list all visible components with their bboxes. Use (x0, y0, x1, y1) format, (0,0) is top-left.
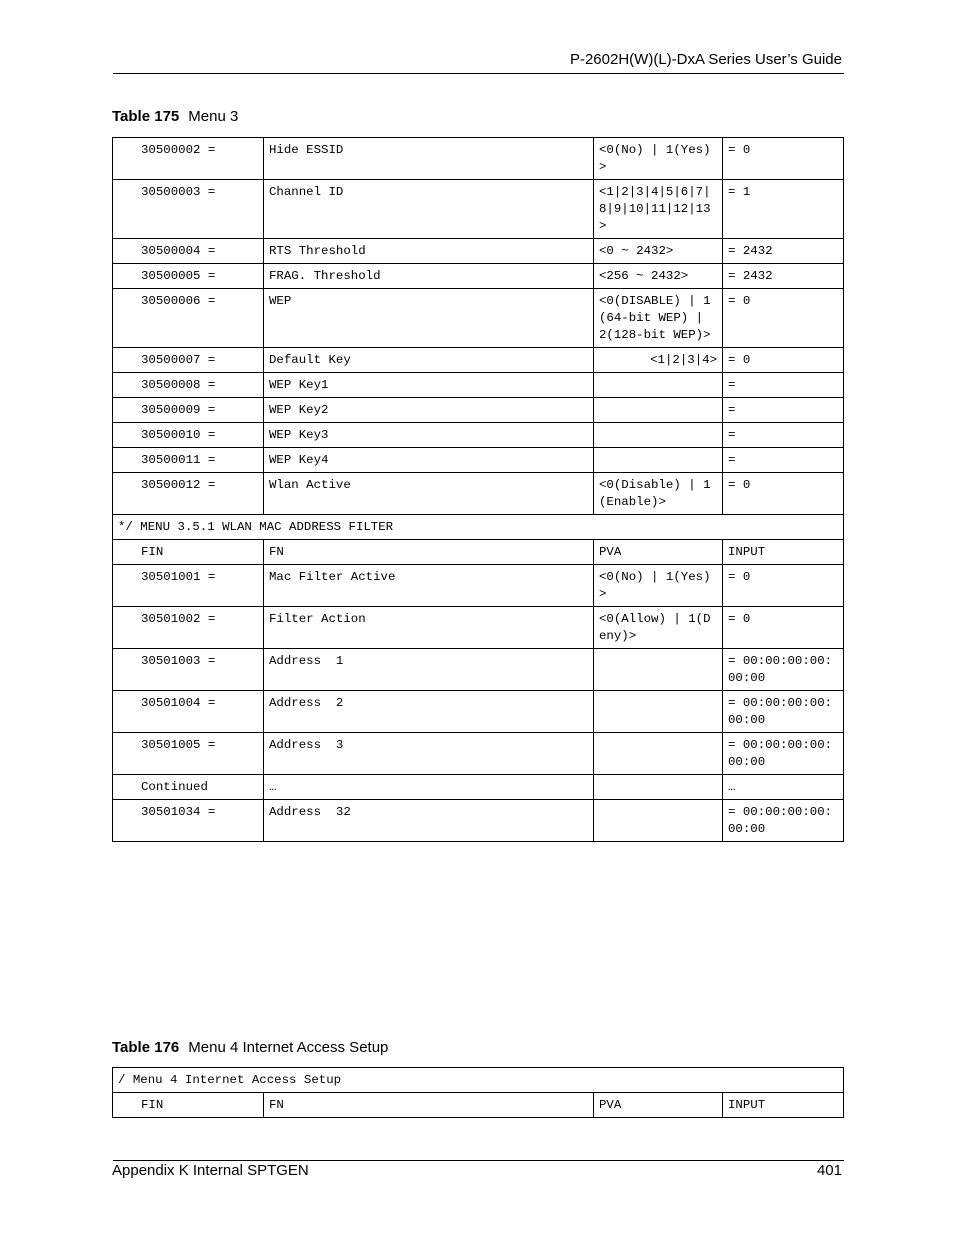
cell-input: = 00:00:00:00:00:00 (723, 733, 844, 775)
table-row (113, 473, 844, 515)
cell-fn: Channel ID (264, 180, 594, 239)
col-header-input: INPUT (723, 1093, 844, 1118)
cell-pva: <1|2|3|4> (594, 348, 723, 373)
table-row (113, 733, 844, 775)
section-title: / Menu 4 Internet Access Setup (113, 1068, 844, 1093)
cell-fn: Address 2 (264, 691, 594, 733)
cell-fin: 30500010 = (113, 423, 264, 448)
cell-fn: Filter Action (264, 607, 594, 649)
table-row (113, 289, 844, 348)
table-176 (112, 1067, 844, 1118)
cell-pva: <0(Disable) | 1(Enable)> (594, 473, 723, 515)
cell-fn: Address 32 (264, 800, 594, 842)
footer-rule (113, 1160, 844, 1161)
cell-input: = (723, 423, 844, 448)
cell-fn: Wlan Active (264, 473, 594, 515)
table-row (113, 448, 844, 473)
table-row (113, 264, 844, 289)
cell-fin: 30500004 = (113, 239, 264, 264)
table-row (113, 348, 844, 373)
cell-fin: Continued (113, 775, 264, 800)
section-row (113, 1068, 844, 1093)
cell-input: = 2432 (723, 239, 844, 264)
cell-pva: <0(Allow) | 1(Deny)> (594, 607, 723, 649)
cell-input: … (723, 775, 844, 800)
cell-input: = 0 (723, 138, 844, 180)
cell-input: = 0 (723, 473, 844, 515)
footer-section-title: Appendix K Internal SPTGEN (112, 1162, 309, 1179)
table-175 (112, 137, 844, 842)
cell-pva: <0(DISABLE) | 1(64-bit WEP) | 2(128-bit WEP)> (594, 289, 723, 348)
table-row (113, 775, 844, 800)
cell-fin: 30501004 = (113, 691, 264, 733)
table-row (113, 565, 844, 607)
cell-fn: WEP (264, 289, 594, 348)
cell-input: = (723, 373, 844, 398)
cell-fn: RTS Threshold (264, 239, 594, 264)
cell-input: = (723, 398, 844, 423)
cell-fn: Address 3 (264, 733, 594, 775)
cell-fn: Address 1 (264, 649, 594, 691)
cell-fin: 30501003 = (113, 649, 264, 691)
table-row (113, 800, 844, 842)
cell-fn: Mac Filter Active (264, 565, 594, 607)
cell-fn: WEP Key2 (264, 398, 594, 423)
table-175-title: Menu 3 (188, 108, 239, 125)
header-rule (113, 73, 844, 74)
cell-fin: 30501034 = (113, 800, 264, 842)
table-row (113, 691, 844, 733)
cell-fin: 30500005 = (113, 264, 264, 289)
table-176-label: Table 176 (112, 1039, 180, 1056)
cell-pva (594, 398, 723, 423)
cell-fin: 30500006 = (113, 289, 264, 348)
cell-pva (594, 423, 723, 448)
col-header-fn: FN (264, 540, 594, 565)
cell-pva (594, 800, 723, 842)
table-row (113, 649, 844, 691)
table-175-label: Table 175 (112, 108, 180, 125)
cell-input: = 0 (723, 565, 844, 607)
cell-pva: <0(No) | 1(Yes)> (594, 138, 723, 180)
table-row (113, 138, 844, 180)
section-row (113, 515, 844, 540)
cell-input: = 00:00:00:00:00:00 (723, 800, 844, 842)
col-header-input: INPUT (723, 540, 844, 565)
col-header-fn: FN (264, 1093, 594, 1118)
cell-pva: <256 ~ 2432> (594, 264, 723, 289)
cell-input: = 00:00:00:00:00:00 (723, 691, 844, 733)
cell-pva (594, 373, 723, 398)
cell-fn: WEP Key1 (264, 373, 594, 398)
cell-input: = 0 (723, 348, 844, 373)
cell-fn: Default Key (264, 348, 594, 373)
cell-input: = 1 (723, 180, 844, 239)
cell-fin: 30500003 = (113, 180, 264, 239)
cell-pva: <0(No) | 1(Yes)> (594, 565, 723, 607)
table-row (113, 398, 844, 423)
section-title: */ MENU 3.5.1 WLAN MAC ADDRESS FILTER (113, 515, 844, 540)
cell-fin: 30501005 = (113, 733, 264, 775)
cell-input: = 0 (723, 289, 844, 348)
cell-fin: 30500011 = (113, 448, 264, 473)
col-header-fin: FIN (113, 540, 264, 565)
cell-pva (594, 775, 723, 800)
cell-input: = 00:00:00:00:00:00 (723, 649, 844, 691)
col-header-pva: PVA (594, 1093, 723, 1118)
cell-input: = 0 (723, 607, 844, 649)
page-header-title: P-2602H(W)(L)-DxA Series User’s Guide (569, 51, 842, 68)
table-row (113, 373, 844, 398)
col-header-pva: PVA (594, 540, 723, 565)
table-176-title: Menu 4 Internet Access Setup (188, 1039, 389, 1056)
cell-fn: Hide ESSID (264, 138, 594, 180)
page-number: 401 (816, 1162, 842, 1179)
cell-pva (594, 448, 723, 473)
cell-pva: <1|2|3|4|5|6|7|8|9|10|11|12|13> (594, 180, 723, 239)
cell-fin: 30500012 = (113, 473, 264, 515)
cell-fn: FRAG. Threshold (264, 264, 594, 289)
cell-fn: WEP Key4 (264, 448, 594, 473)
table-row (113, 423, 844, 448)
cell-fin: 30501002 = (113, 607, 264, 649)
cell-fin: 30500007 = (113, 348, 264, 373)
table-176-caption (112, 1039, 388, 1056)
cell-input: = (723, 448, 844, 473)
table-row (113, 607, 844, 649)
cell-fin: 30500009 = (113, 398, 264, 423)
cell-fin: 30500002 = (113, 138, 264, 180)
cell-fin: 30500008 = (113, 373, 264, 398)
cell-fn: … (264, 775, 594, 800)
table-row (113, 239, 844, 264)
table-175-caption (112, 108, 238, 125)
cell-pva (594, 691, 723, 733)
cell-pva (594, 649, 723, 691)
table-row (113, 180, 844, 239)
col-header-fin: FIN (113, 1093, 264, 1118)
column-header-row (113, 540, 844, 565)
column-header-row (113, 1093, 844, 1118)
cell-pva (594, 733, 723, 775)
cell-fin: 30501001 = (113, 565, 264, 607)
cell-fn: WEP Key3 (264, 423, 594, 448)
cell-pva: <0 ~ 2432> (594, 239, 723, 264)
cell-input: = 2432 (723, 264, 844, 289)
